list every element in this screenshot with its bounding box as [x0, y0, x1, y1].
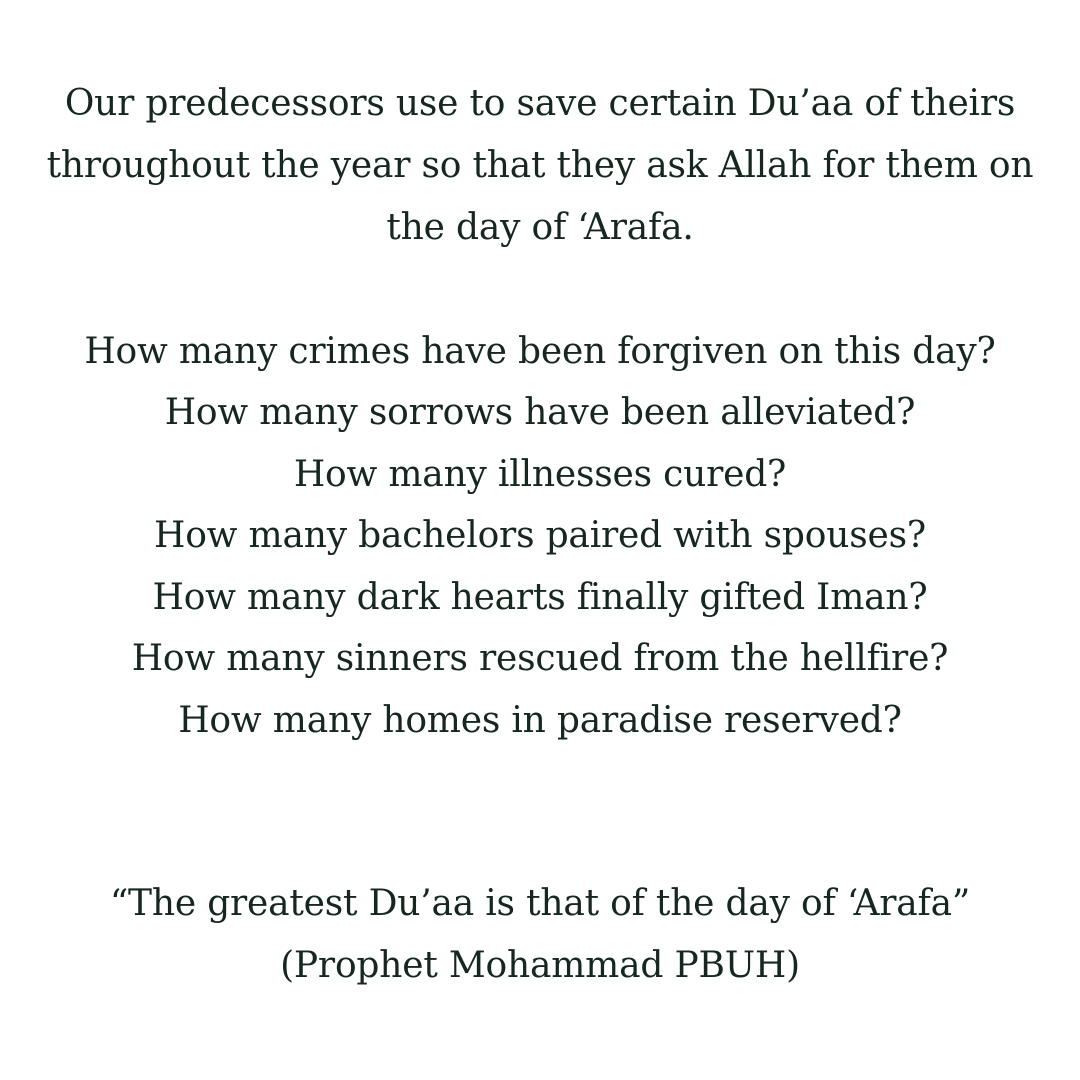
question-line-6: How many sinners rescued from the hellfire?: [131, 638, 949, 679]
intro-line-1: Our predecessors use to save certain Du’aa of theirs: [64, 83, 1016, 124]
question-line-5: How many dark hearts finally gifted Iman?: [152, 577, 928, 618]
intro-line-3: the day of ‘Arafa.: [386, 207, 694, 248]
question-line-7: How many homes in paradise reserved?: [178, 700, 902, 741]
question-line-1: How many crimes have been forgiven on this day?: [84, 331, 996, 372]
question-line-3: How many illnesses cured?: [293, 454, 787, 495]
question-line-4: How many bachelors paired with spouses?: [154, 515, 926, 556]
hadith-quote: “The greatest Du’aa is that of the day of ‘Arafa”: [109, 883, 971, 924]
hadith-attribution: (Prophet Mohammad PBUH): [280, 945, 800, 986]
intro-line-2: throughout the year so that they ask Allah for them on: [46, 145, 1034, 186]
question-line-2: How many sorrows have been alleviated?: [164, 392, 916, 433]
